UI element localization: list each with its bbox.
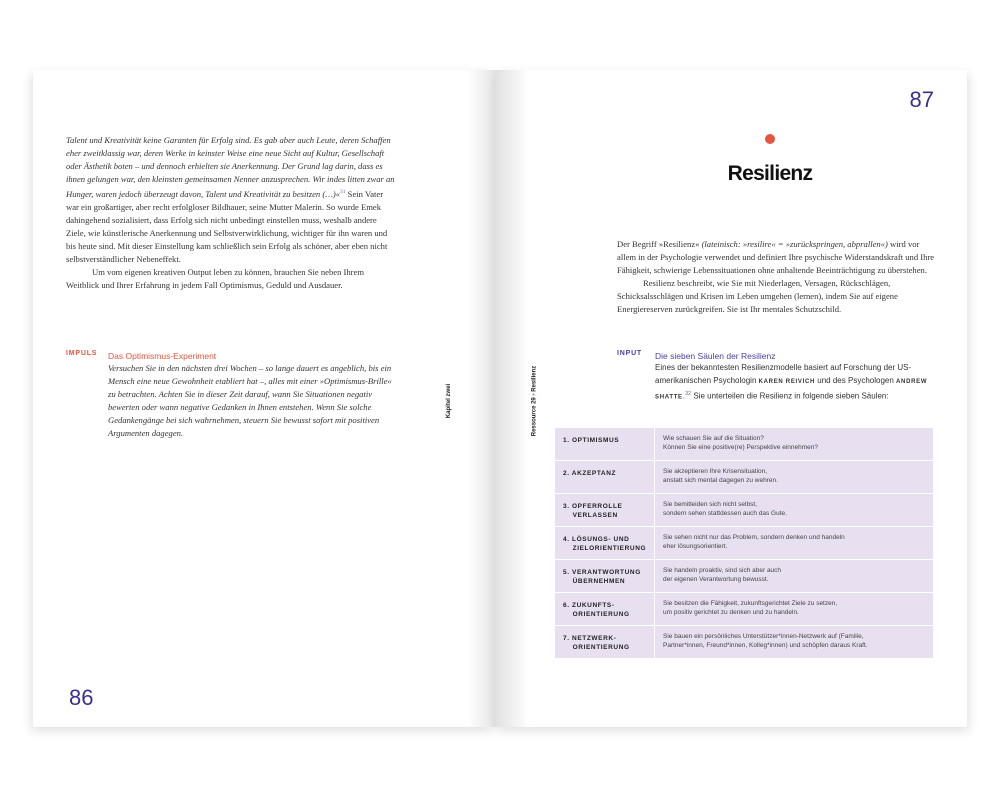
pillar-description-line: Partner*innen, Freund*innen, Kolleg*innen) und schöpfen daraus Kraft. [663, 642, 868, 649]
table-row [555, 461, 933, 494]
pillar-description [655, 560, 933, 592]
pillar-name-line: 5. VERANTWORTUNG [563, 569, 641, 576]
pillar-description [655, 626, 933, 658]
pillar-name-line: ORIENTIERUNG [563, 644, 630, 651]
footnote-ref: 32 [685, 391, 692, 397]
table-row [555, 626, 933, 658]
paragraph [617, 238, 939, 277]
input-text: Sie unterteilen die Resilienz in folgende sieben Säulen: [691, 391, 889, 401]
pillar-name [555, 560, 655, 592]
pillar-name-line: ORIENTIERUNG [563, 611, 630, 618]
paragraph: Resilienz beschreibt, wie Sie mit Niederlagen, Versagen, Rückschlägen, Schicksalsschlägen und Krisen im Leben umgehen (lernen), indem Sie auf eigene Energiereserven zurückgreifen. Sie ist Ihr mentales Schutzschild. [617, 278, 898, 314]
bullet: • [531, 393, 538, 396]
left-body-text [66, 134, 396, 292]
impuls-title: Das Optimismus-Experiment [108, 351, 217, 361]
input-box [617, 350, 939, 404]
page-number-right: 87 [909, 87, 934, 112]
table-row [555, 593, 933, 626]
pillar-description-line: Können Sie eine positive(re) Perspektive einnehmen? [663, 444, 819, 451]
pillar-description-line: Sie besitzen die Fähigkeit, zukunftsgerichtet Ziele zu setzen, [663, 600, 838, 607]
input-tag: INPUT [617, 350, 642, 357]
pillar-name-line: 4. LÖSUNGS- UND [563, 536, 630, 543]
pillar-description-line: Sie bauen ein persönliches Unterstützer*innen-Netzwerk auf (Familie, [663, 633, 864, 640]
pillar-description-line: um positiv gerichtet zu denken und zu handeln. [663, 609, 799, 616]
pillar-name-line: 7. NETZWERK- [563, 635, 617, 642]
pillar-description [655, 461, 933, 493]
pillar-description-line: sondern sehen stattdessen auch das Gute. [663, 510, 787, 517]
pillar-description-line: anstatt sich mental dagegen zu wehren. [663, 477, 778, 484]
input-title: Die sieben Säulen der Resilienz [655, 351, 776, 361]
pillar-description-line: Sie akzeptieren Ihre Krisensituation, [663, 468, 768, 475]
table-row [555, 428, 933, 461]
pillar-name-line: 1. OPTIMISMUS [563, 437, 620, 444]
gutter-shadow [495, 70, 529, 727]
footnote-ref: 31 [340, 189, 346, 195]
red-dot-icon [765, 134, 775, 144]
right-page [495, 70, 967, 727]
right-body-text [617, 238, 939, 316]
pillar-description-line: eher lösungsorientiert. [663, 543, 728, 550]
left-page [33, 70, 495, 727]
table-row [555, 494, 933, 527]
resource-label: Ressource 29 [531, 397, 538, 437]
pillar-name [555, 593, 655, 625]
gutter-shadow [467, 70, 495, 727]
pillar-description-line: Wie schauen Sie auf die Situation? [663, 435, 764, 442]
resource-side-label [531, 366, 537, 437]
paragraph-text: Der Begriff »Resilienz« [617, 239, 702, 249]
pillar-name-line: ZIELORIENTIERUNG [563, 545, 647, 552]
impuls-tag: IMPULS [66, 350, 98, 357]
pillar-name-line: ÜBERNEHMEN [563, 578, 626, 585]
input-text: und des Psychologen [815, 375, 897, 385]
pillar-description-line: Sie bemitleiden sich nicht selbst, [663, 501, 757, 508]
resource-topic: Resilienz [531, 365, 538, 392]
table-row [555, 527, 933, 560]
pillar-description-line: Sie sehen nicht nur das Problem, sondern denken und handeln [663, 534, 845, 541]
pillar-description [655, 593, 933, 625]
pillar-name [555, 428, 655, 460]
pillar-name-line: VERLASSEN [563, 512, 618, 519]
paragraph-text: Sein Vater war ein großartiger, aber recht erfolgloser Bildhauer, seine Mutter Malerin. So wurde Emek dahingehend sozialisiert, dass Erfolg sich nicht unbedingt einstellen muss, weshalb andere Ziele, wie künstlerische Anerkennung und Selbstverwirklichung, wichtiger für ihn waren und bis heute sind. Mit dieser Einstellung kam schließlich sein Erfolg als schöner, aber eben nicht selbstverständlicher Nebeneffekt. [66, 188, 388, 264]
pillar-name [555, 461, 655, 493]
pillar-name-line: 6. ZUKUNFTS- [563, 602, 615, 609]
paragraph [66, 134, 396, 266]
pillar-description [655, 494, 933, 526]
pillar-name-line: 3. OPFERROLLE [563, 503, 623, 510]
pillar-name [555, 527, 655, 559]
chapter-side-label: Kapitel zwei [446, 383, 453, 419]
resilience-pillars-table [555, 428, 933, 658]
pillar-description-line: Sie handeln proaktiv, sind sich aber auch [663, 567, 782, 574]
pillar-description [655, 428, 933, 460]
paragraph: Um vom eigenen kreativen Output leben zu können, brauchen Sie neben Ihrem Weitblick und Ihrer Erfahrung in jedem Fall Optimismus, Geduld und Ausdauer. [66, 266, 365, 290]
input-body: Eines der bekanntesten Resilienzmodelle basiert auf Forschung der US-amerikanischen Psychologin KAREN REIVICH und des Psychologen ANDREW SHATTE.$^{32}$ Sie unterteilen die Resilienz in folgende sieben Säulen: [655, 363, 928, 401]
table-row [555, 560, 933, 593]
quote-text: Talent und Kreativität keine Garanten für Erfolg sind. Es gab aber auch Leute, deren Schaffen eher zweitklassig war, deren Werke in keinster Weise eine neue Sicht auf Kultur, Gesellschaft oder Ästhetik boten – und dennoch erhielten sie Anerkennung. Der Grund lag darin, dass es ihnen gelungen war, den kleinsten gemeinsamen Nenner anzusprechen. Wir indes litten zwar an Hunger, waren jedoch überzeugt davon, Talent und Kreativität zu besitzen (…)« [66, 135, 395, 199]
pillar-name [555, 494, 655, 526]
etymology-text: (lateinisch: »resilire« = »zurückspringen, abprallen«) [701, 239, 888, 249]
pillar-name-line: 2. AKZEPTANZ [563, 470, 617, 477]
input-text: Eines der bekanntesten Resilienzmodelle basiert auf Forschung der US-amerikanischen Psychologin [655, 363, 912, 385]
impuls-body: Versuchen Sie in den nächsten drei Wochen – so lange dauert es angeblich, bis ein Mensch eine neue Gewohnheit etabliert hat –, alles mit einer »Optimismus-Brille« zu betrachten. Achten Sie in dieser Zeit darauf, wann Sie Situationen negativ bewerten oder wann negative Gedanken in Ihnen entstehen. Wenn Sie solche Gedankengänge bei sich wahrnehmen, steuern Sie bewusst sofort mit positiven Argumenten dagegen. [108, 363, 392, 438]
pillar-name [555, 626, 655, 658]
impuls-box [66, 350, 396, 440]
paragraph-text: wird vor allem in der Psychologie verwendet und definiert Ihre psychische Widerstandskraft und Ihre Fähigkeit, schwierige Lebenssituationen ohne anhaltende Beeinträchtigung zu überstehen. [617, 239, 935, 275]
author-name: ANDREW SHATTE [655, 378, 928, 401]
pillar-description-line: der eigenen Verantwortung bewusst. [663, 576, 769, 583]
page-number-left: 86 [69, 685, 94, 710]
page-title: Resilienz [727, 162, 813, 185]
author-name: KAREN REIVICH [758, 378, 816, 385]
pillar-description [655, 527, 933, 559]
